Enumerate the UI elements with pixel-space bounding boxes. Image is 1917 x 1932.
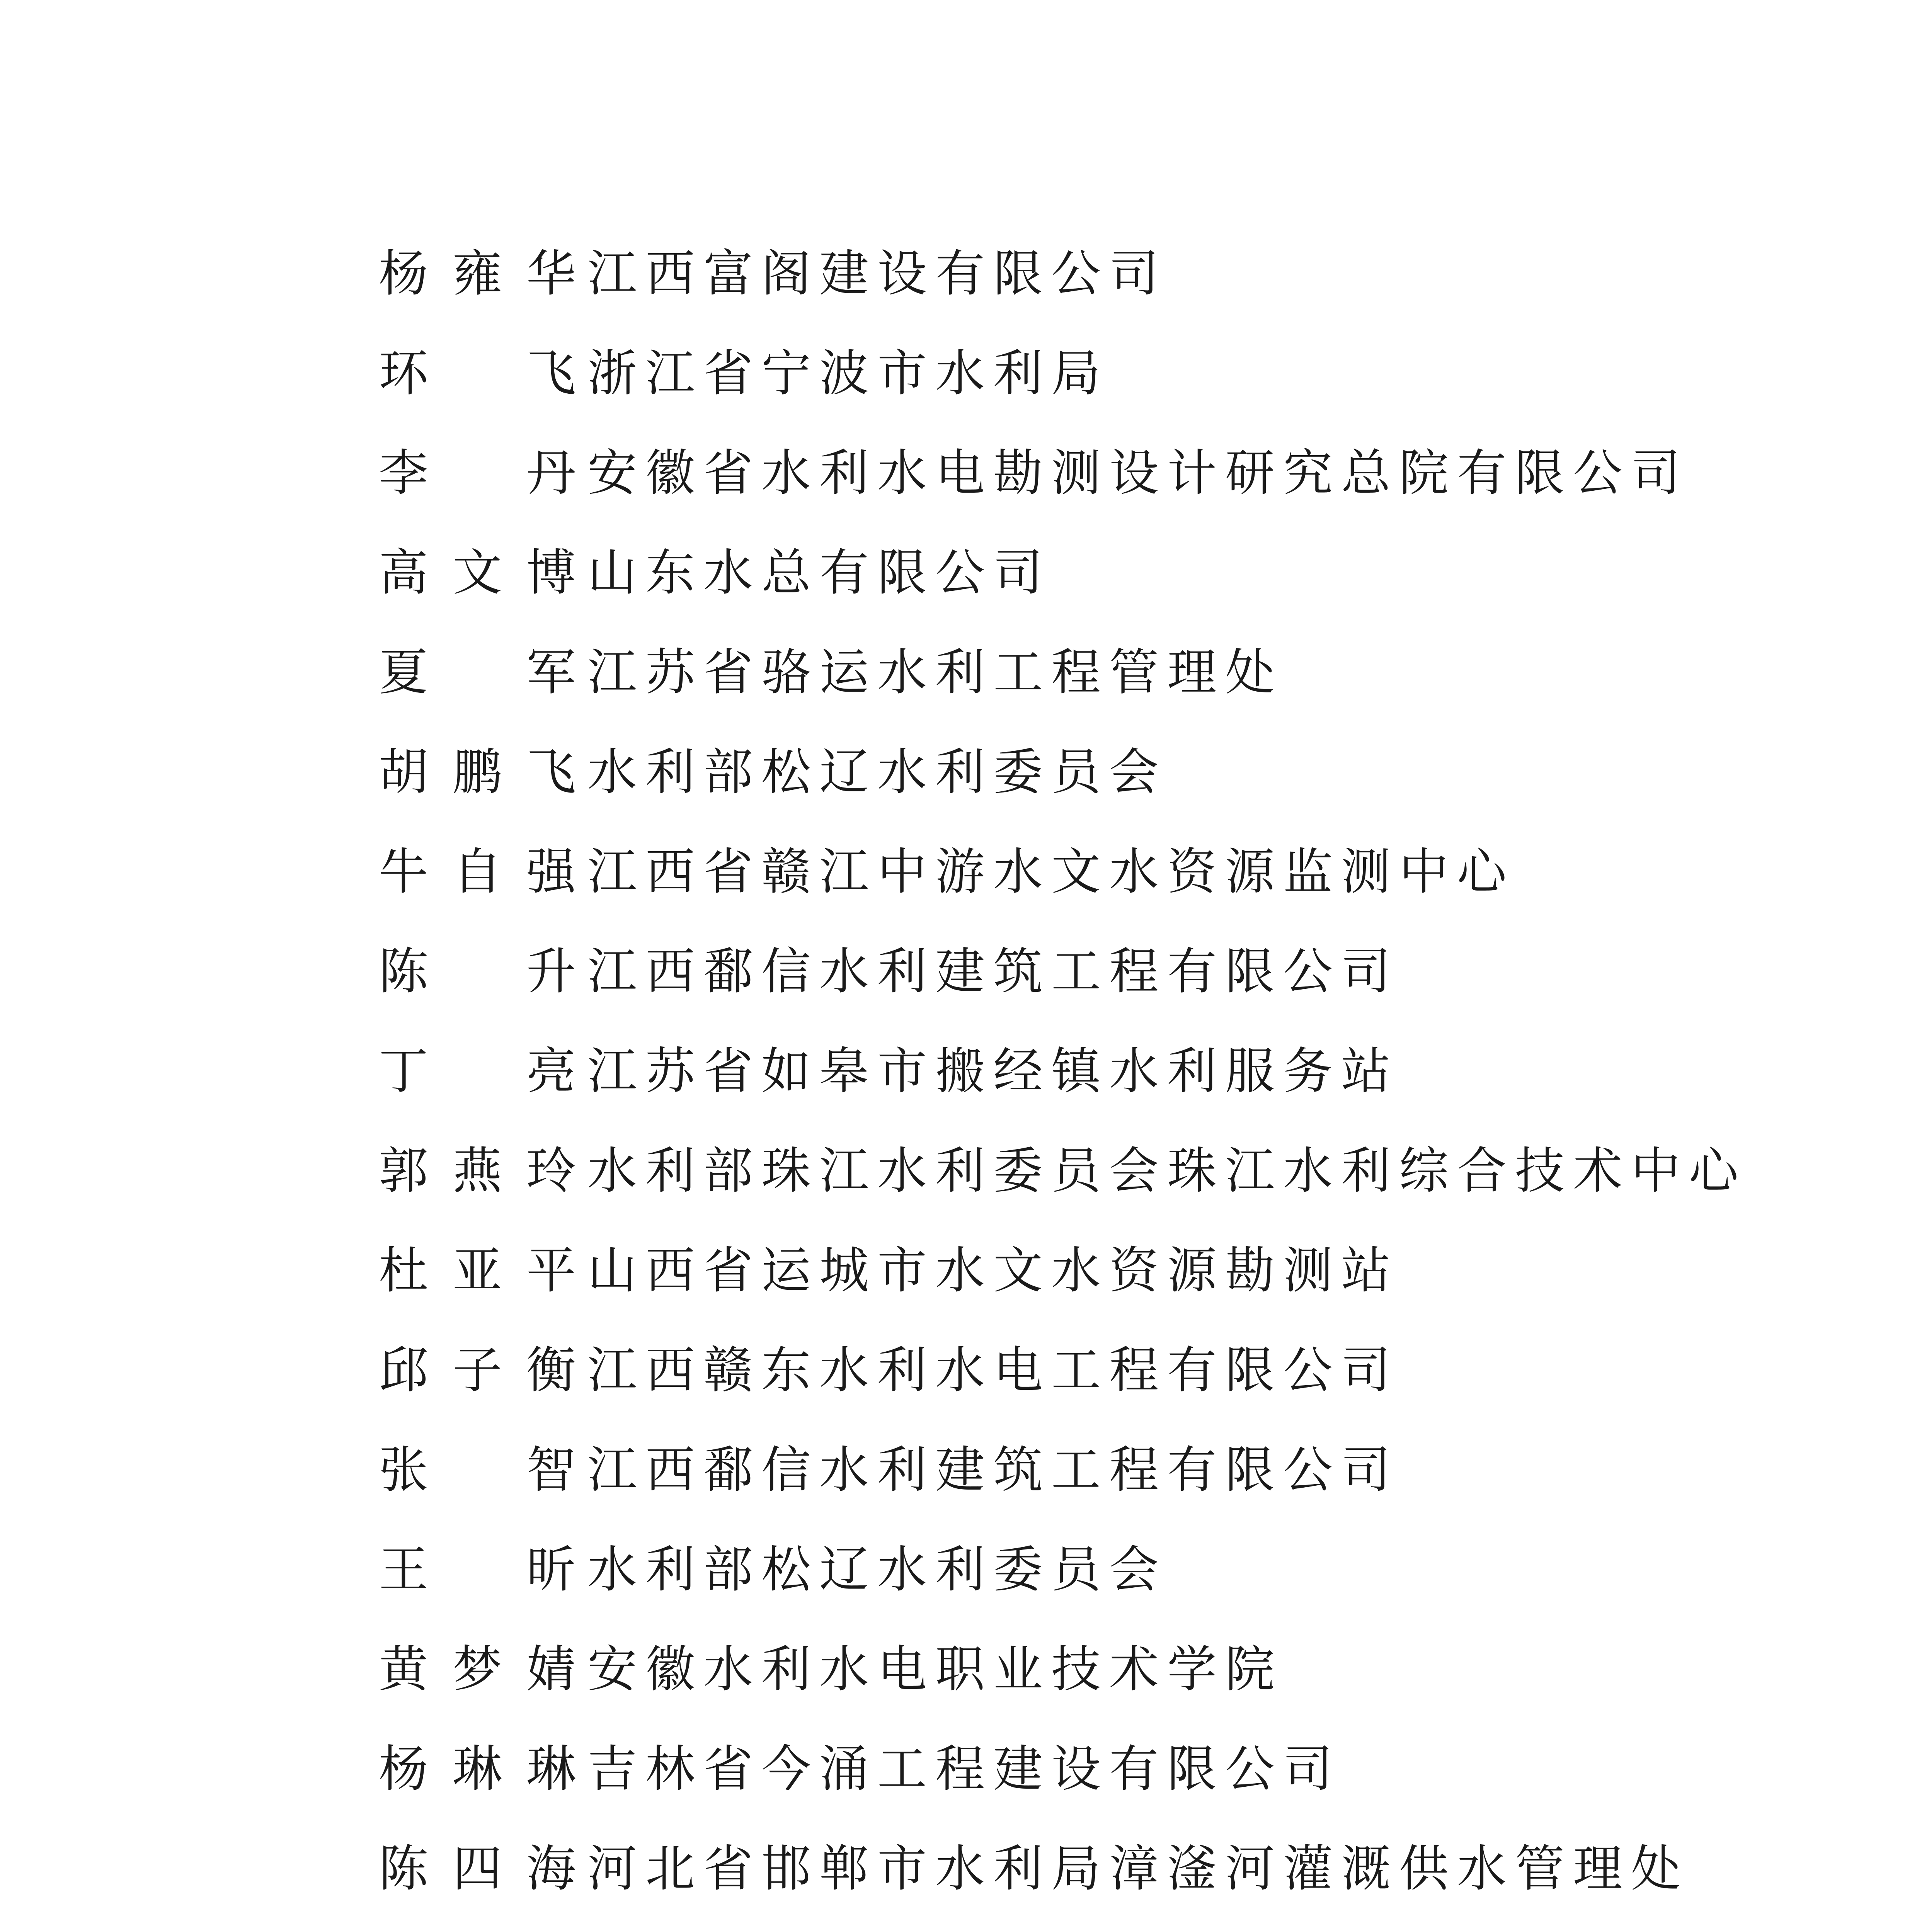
organization-name: 山东水总有限公司 [587,544,1052,602]
person-name: 邱 子 衡 [379,1342,576,1399]
organization-cell [587,922,1399,1022]
organization-cell [587,1022,1399,1121]
organization-name: 吉林省今涌工程建设有限公司 [587,1740,1342,1798]
organization-name: 山西省运城市水文水资源勘测站 [587,1242,1399,1299]
organization-name: 江西鄱信水利建筑工程有限公司 [587,943,1399,1000]
organization-name: 河北省邯郸市水利局漳滏河灌溉供水管理处 [587,1840,1689,1898]
organization-cell [587,423,1689,523]
list-item [379,1022,1693,1121]
person-name: 丁 亮 [379,1043,576,1100]
organization-name: 水利部松辽水利委员会 [587,1541,1168,1599]
organization-cell [587,1819,1689,1919]
list-item [379,1719,1693,1819]
organization-cell [587,1919,1283,1932]
organization-cell [587,324,1109,423]
person-name: 胡 鹏 飞 [379,743,576,801]
list-item [379,623,1693,723]
person-name: 陈 四 海 [379,1840,576,1898]
person-name: 牛 自 强 [379,843,576,901]
person-name: 陈 升 [379,943,576,1000]
list-item [379,1919,1693,1932]
organization-cell [587,1121,1747,1221]
organization-name: 浙江省宁波市水利局 [587,345,1110,402]
person-name: 夏 军 [379,644,576,701]
organization-name: 江苏省如皋市搬经镇水利服务站 [587,1043,1399,1100]
list-item [379,224,1693,324]
organization-name: 水利部珠江水利委员会珠江水利综合技术中心 [587,1142,1747,1200]
list-item [379,1221,1693,1321]
list-item [379,1321,1693,1420]
organization-cell [587,1719,1341,1819]
organization-cell [587,822,1515,922]
list-item [379,423,1693,523]
person-name: 杨 雍 华 [379,245,576,303]
organization-cell [587,1321,1399,1420]
organization-cell [587,1221,1399,1321]
list-item [379,324,1693,423]
organization-cell [587,1620,1283,1719]
person-name: 李 丹 [379,444,576,502]
list-item [379,1620,1693,1719]
organization-cell [587,1420,1399,1520]
organization-name: 安徽水利水电职业技术学院 [587,1641,1284,1698]
list-item [379,723,1693,822]
list-item [379,822,1693,922]
person-name: 杨 琳 琳 [379,1740,576,1798]
organization-cell [587,1520,1167,1620]
organization-cell [587,523,1051,623]
organization-name: 江西鄱信水利建筑工程有限公司 [587,1441,1399,1499]
organization-name: 安徽省水利水电勘测设计研究总院有限公司 [587,444,1689,502]
organization-name: 水利部松辽水利委员会 [587,743,1168,801]
person-name: 杜 亚 平 [379,1242,576,1299]
organization-name: 江西省赣江中游水文水资源监测中心 [587,843,1515,901]
organization-cell [587,723,1167,822]
list-item [379,523,1693,623]
person-name: 郭 燕 玲 [379,1142,576,1200]
organization-cell [587,623,1283,723]
person-name: 王 昕 [379,1541,576,1599]
person-name: 环 飞 [379,345,576,402]
list-item [379,1819,1693,1919]
name-list [379,224,1747,1932]
organization-name: 江苏省骆运水利工程管理处 [587,644,1284,701]
organization-cell [587,224,1167,324]
person-name: 黄 梦 婧 [379,1641,576,1698]
organization-name: 江西赣东水利水电工程有限公司 [587,1342,1399,1399]
list-item [379,1520,1693,1620]
organization-name: 江西富阁建设有限公司 [587,245,1168,303]
list-item [379,922,1693,1022]
list-item [379,1121,1747,1221]
person-name: 张 智 [379,1441,576,1499]
person-name: 高 文 博 [379,544,576,602]
list-item [379,1420,1693,1520]
